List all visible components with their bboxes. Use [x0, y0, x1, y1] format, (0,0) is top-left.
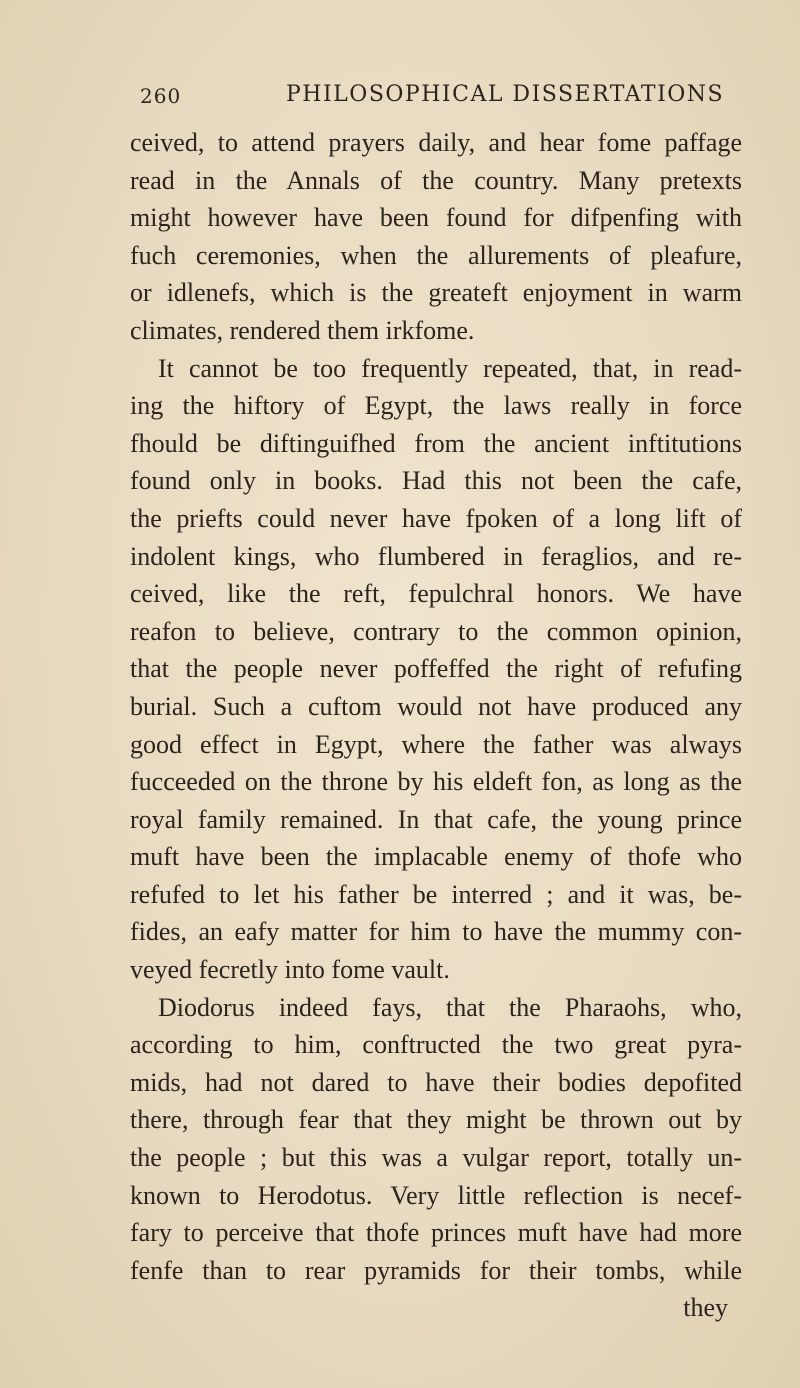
- text-line: there, through fear that they might be thrown out by: [130, 1105, 742, 1135]
- text-line: according to him, conftructed the two great pyra-: [130, 1030, 742, 1060]
- catchword: they: [683, 1293, 728, 1323]
- text-line: ceived, like the reft, fepulchral honors. We have: [130, 579, 742, 609]
- text-line: fuch ceremonies, when the allurements of pleafure,: [130, 240, 742, 270]
- text-line: muft have been the implacable enemy of thofe who: [130, 842, 742, 872]
- text-line: good effect in Egypt, where the father was always: [130, 729, 742, 759]
- text-line: mids, had not dared to have their bodies depofited: [130, 1067, 742, 1097]
- body-text: [130, 124, 742, 1327]
- text-line: Diodorus indeed fays, that the Pharaohs, who,: [158, 992, 742, 1022]
- text-line: reafon to believe, contrary to the common opinion,: [130, 616, 742, 646]
- text-line: might however have been found for difpenfing with: [130, 203, 742, 233]
- text-line: read in the Annals of the country. Many pretexts: [130, 165, 742, 195]
- text-line: fides, an eafy matter for him to have the mummy con-: [130, 917, 742, 947]
- text-line: burial. Such a cuftom would not have produced any: [130, 691, 742, 721]
- text-line: fucceeded on the throne by his eldeft fon, as long as the: [130, 767, 742, 797]
- text-line: the priefts could never have fpoken of a long lift of: [130, 503, 742, 533]
- page-number: 260: [140, 84, 182, 108]
- text-line: refufed to let his father be interred ; and it was, be-: [130, 879, 742, 909]
- text-line: found only in books. Had this not been the cafe,: [130, 466, 742, 496]
- text-line: ceived, to attend prayers daily, and hear fome paffage: [130, 128, 742, 157]
- text-line: indolent kings, who flumbered in feraglios, and re-: [130, 541, 742, 571]
- text-line: veyed fecretly into fome vault.: [130, 955, 450, 985]
- text-line: ing the hiftory of Egypt, the laws really in force: [130, 391, 742, 421]
- text-line: known to Herodotus. Very little reflection is necef-: [130, 1180, 742, 1210]
- text-line: fary to perceive that thofe princes muft have had more: [130, 1218, 742, 1248]
- text-line: climates, rendered them irkfome.: [130, 315, 475, 345]
- text-line: fenfe than to rear pyramids for their tombs, while: [130, 1255, 742, 1285]
- text-line: royal family remained. In that cafe, the young prince: [130, 804, 742, 834]
- text-line: or idlenefs, which is the greateft enjoyment in warm: [130, 278, 742, 308]
- text-line: fhould be diftinguifhed from the ancient inftitutions: [130, 428, 742, 458]
- page-header: [140, 78, 740, 114]
- text-line: It cannot be too frequently repeated, that, in read-: [158, 353, 742, 383]
- text-line: the people ; but this was a vulgar report, totally un-: [130, 1143, 742, 1173]
- text-line: that the people never poffeffed the right of refufing: [130, 654, 742, 684]
- running-head: PHILOSOPHICAL DISSERTATIONS: [286, 82, 725, 107]
